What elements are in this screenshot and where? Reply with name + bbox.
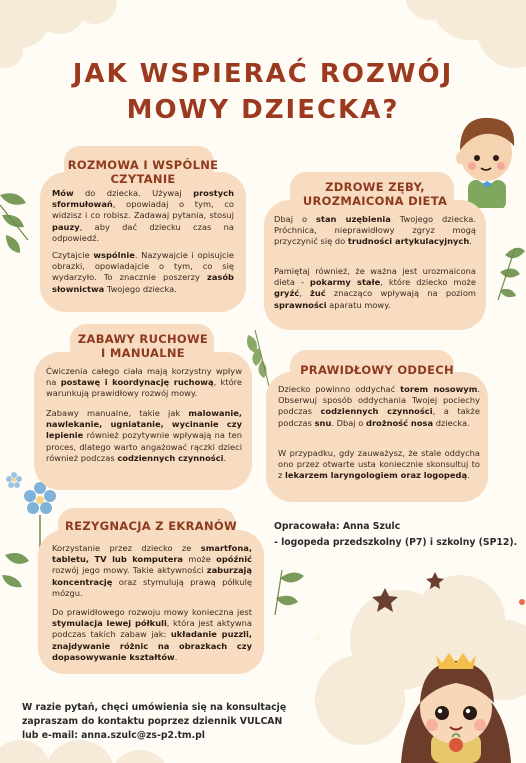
section-2-title-line-2: UROZMAICONA DIETA [302,194,448,208]
contact-line-1: W razie pytań, chęci umówienia się na konsultację [22,702,287,713]
author-credit-line-2: - logopeda przedszkolny (P7) i szkolny (SP12). [274,537,518,548]
section-5-paragraph-1: Korzystanie przez dziecko ze smartfona, tabletu, TV lub komputera może opóźnić rozwój jego mowy. Takie aktywności zaburzają koncentrację oraz stymulują prawą półkulę mózgu. [52,543,252,598]
section-3-title-line-1: ZABAWY RUCHOWE [77,332,209,346]
sparkle-decoration [310,630,326,646]
author-credit-line-1: Opracowała: Anna Szulc [274,521,401,532]
poster-title-line-1: JAK WSPIERAĆ ROZWÓJ [72,59,454,89]
contact-line-2: zapraszam do kontaktu poprzez dziennik VULCAN [22,716,283,727]
section-4-paragraph-2: W przypadku, gdy zauważysz, że stale oddycha ono przez otwarte usta koniecznie skonsultuj to z lekarzem laryngologiem oraz logopedą. [278,448,480,481]
leaf-decoration-left [0,193,28,253]
girl-illustration [386,633,526,763]
section-1-paragraph-2: Czytajcie wspólnie. Nazywajcie i opisujcie obrazki, opowiadajcie o tym, co się wydarzyło. To znacznie poszerzy zasób słownictwa Twojego dziecka. [52,250,235,294]
section-1-title-line-1: ROZMOWA I WSPÓLNE [67,158,219,172]
section-2-paragraph-1: Dbaj o stan uzębienia Twojego dziecka. Próchnica, nieprawidłowy zgryz mogą przyczynić się do trudności artykulacyjnych. [274,214,476,247]
section-3-paragraph-2: Zabawy manualne, takie jak malowanie, nawlekanie, ugniatanie, wycinanie czy lepienie również pozytywnie wpływają na ten proces, dlatego warto angażować rączki dzieci również podczas codziennych czynności. [46,408,242,463]
section-1-title-line-2: CZYTANIE [110,172,176,186]
section-2-paragraph-2: Pamiętaj również, że ważna jest urozmaicona dieta - pokarmy stałe, które dziecko może gryźć, żuć znacząco wpływają na poziom sprawności aparatu mowy. [274,266,476,310]
section-5-paragraph-2: Do prawidłowego rozwoju mowy konieczna jest stymulacja lewej półkuli, która jest aktywna podczas takich zabaw jak: układanie puzzli, znajdywanie różnic na obrazkach czy dopasowywanie kształtów. [52,607,252,662]
section-5-title-line-1: REZYGNACJA Z EKRANÓW [65,519,237,533]
cloud-decoration-bottom-left [0,740,170,763]
leaf-decoration-bottom-left [2,553,29,587]
contact-line-3: lub e-mail: anna.szulc@zs-p2.tm.pl [22,730,205,741]
section-3-title-line-2: I MANUALNE [101,346,185,360]
section-2-title-line-1: ZDROWE ZĘBY, [325,180,425,194]
dot-decoration [519,599,525,605]
leaf-decoration-bottom-right [275,570,304,615]
section-3-paragraph-1: Ćwiczenia całego ciała mają korzystny wpływ na postawę i koordynację ruchową, które warunkują prawidłowy rozwój mowy. [46,366,243,399]
section-4-title-line-1: PRAWIDŁOWY ODDECH [300,363,454,377]
poster-title-line-2: MOWY DZIECKA? [126,95,400,125]
section-4-paragraph-1: Dziecko powinno oddychać torem nosowym. Obserwuj sposób oddychania Twojej pociechy podczas codziennych czynności, a także podczas snu. Dbaj o drożność nosa dziecka. [278,384,480,428]
leaf-decoration-right [498,248,525,300]
section-1-paragraph-1: Mów do dziecka. Używaj prostych sformułowań, opowiadaj o tym, co widzisz i co robisz. Zadawaj pytania, stosuj pauzy, aby dać dziecku czas na odpowiedź. [52,188,234,243]
